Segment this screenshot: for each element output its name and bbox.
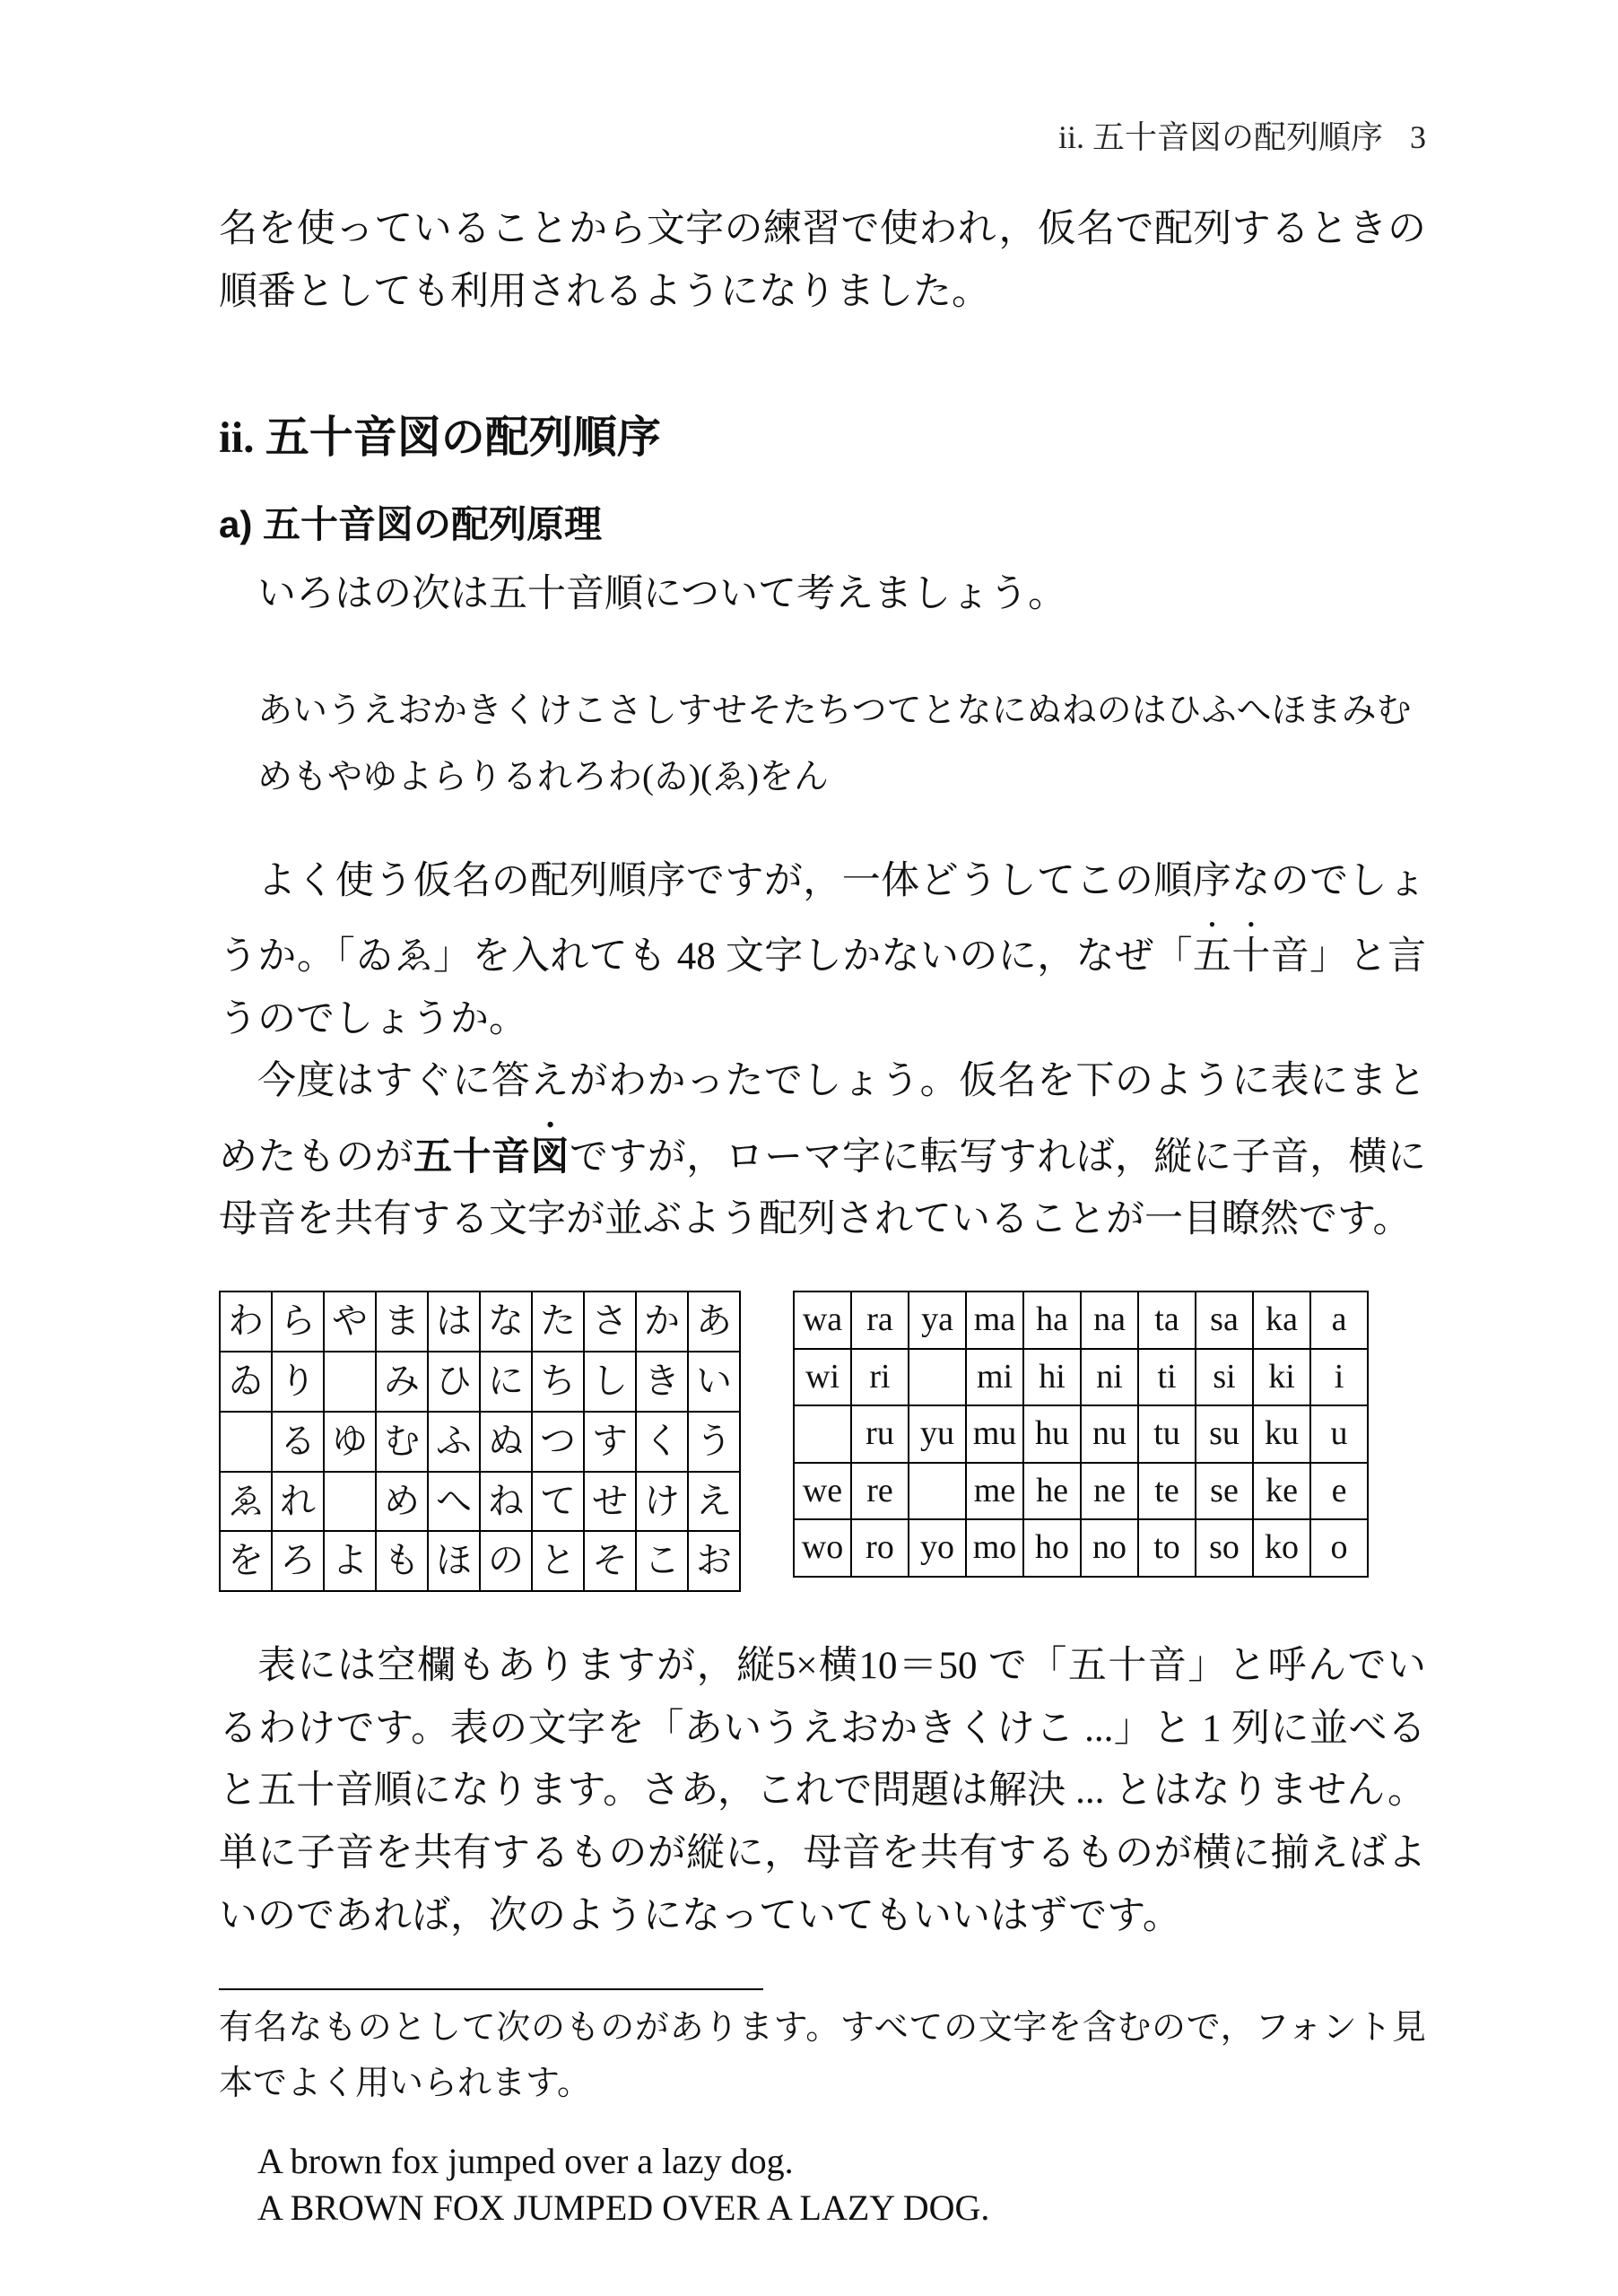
table-cell: ゆ: [324, 1412, 376, 1472]
table-cell: ね: [480, 1472, 532, 1532]
table-cell: け: [636, 1472, 688, 1532]
table-cell: si: [1196, 1349, 1253, 1406]
table-row: [794, 1349, 1368, 1406]
table-cell: こ: [636, 1531, 688, 1591]
table-cell: か: [636, 1292, 688, 1352]
table-cell: [324, 1352, 376, 1412]
table-cell: ki: [1253, 1349, 1310, 1406]
romaji-table: [793, 1291, 1369, 1578]
table-cell: る: [272, 1412, 324, 1472]
emphasized-text: 五十: [1192, 935, 1271, 978]
table-cell: ゑ: [220, 1472, 272, 1532]
table-cell: e: [1310, 1463, 1368, 1520]
table-cell: つ: [532, 1412, 584, 1472]
paragraph-explanation: 表には空欄もありますが，縦5×横10＝50 で「五十音」と呼んでいるわけです。表の文字を「あいうえおかきくけこ ...」と 1 列に並べると五十音順になります。さあ，これで問題は解決 ... とはなりません。単に子音を共有するものが縦に，母音を共有するものが横に揃えばよいのであれば，次のようになっていてもいいはずです。: [219, 1645, 1426, 1937]
table-cell: se: [1196, 1463, 1253, 1520]
table-cell: no: [1081, 1519, 1138, 1577]
table-cell: ろ: [272, 1531, 324, 1591]
table-row: [220, 1352, 740, 1412]
table-cell: お: [688, 1531, 740, 1591]
table-cell: い: [688, 1352, 740, 1412]
table-cell: そ: [584, 1531, 636, 1591]
table-cell: mu: [966, 1405, 1023, 1463]
table-cell: ne: [1081, 1463, 1138, 1520]
bold-term: 五十音: [413, 1135, 531, 1178]
table-cell: う: [688, 1412, 740, 1472]
table-cell: す: [584, 1412, 636, 1472]
paragraph-answer: [219, 1050, 1426, 1251]
table-cell: so: [1196, 1519, 1253, 1577]
table-cell: wo: [794, 1519, 851, 1577]
table-cell: ro: [851, 1519, 909, 1577]
table-cell: ひ: [428, 1352, 480, 1412]
table-cell: た: [532, 1292, 584, 1352]
table-cell: [909, 1349, 966, 1406]
table-cell: ya: [909, 1292, 966, 1349]
paragraph-question: [219, 850, 1426, 1050]
table-cell: あ: [688, 1292, 740, 1352]
table-cell: ha: [1023, 1292, 1081, 1349]
table-cell: ka: [1253, 1292, 1310, 1349]
table-cell: [220, 1412, 272, 1472]
pangram-line: A brown fox jumped over a lazy dog.: [257, 2141, 794, 2182]
table-cell: ふ: [428, 1412, 480, 1472]
table-cell: ni: [1081, 1349, 1138, 1406]
table-cell: nu: [1081, 1405, 1138, 1463]
kana-sequence: あいうえおかきくけこさしすせそたちつてとなにぬねのはひふへほまみむめもやゆよらりるれろわ(ゐ)(ゑ)をん: [257, 691, 1412, 797]
table-cell: せ: [584, 1472, 636, 1532]
table-cell: み: [376, 1352, 428, 1412]
table-row: [220, 1472, 740, 1532]
table-cell: wi: [794, 1349, 851, 1406]
text-run: よく使う仮名の配列順序ですが，一体どうしてこの順序なのでしょうか。「ゐゑ」を入れても 48 文字しかないのに，なぜ「: [219, 860, 1426, 978]
table-cell: yu: [909, 1405, 966, 1463]
table-cell: め: [376, 1472, 428, 1532]
running-head: ii. 五十音図の配列順序: [1057, 119, 1383, 155]
table-cell: su: [1196, 1405, 1253, 1463]
footnote-text: 有名なものとして次のものがあります。すべての文字を含むので，フォント見本でよく用いられます。: [219, 2009, 1426, 2102]
table-cell: [909, 1463, 966, 1520]
table-cell: へ: [428, 1472, 480, 1532]
table-cell: と: [532, 1531, 584, 1591]
table-cell: に: [480, 1352, 532, 1412]
text-run: 音」と言うのでしょうか。: [219, 935, 1427, 1040]
section-heading: ii. 五十音図の配列順序: [219, 412, 661, 462]
pangram-examples: [219, 2138, 1426, 2231]
bold-term-emphasized: 図: [530, 1135, 570, 1178]
table-cell: き: [636, 1352, 688, 1412]
table-cell: wa: [794, 1292, 851, 1349]
table-cell: ke: [1253, 1463, 1310, 1520]
table-cell: は: [428, 1292, 480, 1352]
table-cell: [794, 1405, 851, 1463]
table-cell: he: [1023, 1463, 1081, 1520]
table-cell: sa: [1196, 1292, 1253, 1349]
table-cell: [324, 1472, 376, 1532]
table-cell: yo: [909, 1519, 966, 1577]
table-cell: te: [1138, 1463, 1196, 1520]
table-cell: ら: [272, 1292, 324, 1352]
pangram-line: A BROWN FOX JUMPED OVER A LAZY DOG.: [257, 2187, 990, 2229]
table-cell: a: [1310, 1292, 1368, 1349]
table-row: [794, 1463, 1368, 1520]
table-cell: さ: [584, 1292, 636, 1352]
table-cell: tu: [1138, 1405, 1196, 1463]
table-cell: ti: [1138, 1349, 1196, 1406]
table-cell: mo: [966, 1519, 1023, 1577]
table-cell: hu: [1023, 1405, 1081, 1463]
table-row: [220, 1412, 740, 1472]
table-cell: o: [1310, 1519, 1368, 1577]
table-cell: re: [851, 1463, 909, 1520]
table-cell: ち: [532, 1352, 584, 1412]
table-row: [794, 1405, 1368, 1463]
table-cell: na: [1081, 1292, 1138, 1349]
table-row: [220, 1531, 740, 1591]
table-cell: ri: [851, 1349, 909, 1406]
lead-paragraph: いろはの次は五十音順について考えましょう。: [257, 573, 1067, 616]
kana-table: [219, 1291, 741, 1592]
table-cell: な: [480, 1292, 532, 1352]
gojuon-tables: [219, 1291, 1426, 1592]
text-run: 今度はすぐに答えがわかったでしょう。仮名を下のように表にまとめたものが: [219, 1060, 1426, 1178]
table-cell: ma: [966, 1292, 1023, 1349]
table-cell: ru: [851, 1405, 909, 1463]
table-cell: ま: [376, 1292, 428, 1352]
table-cell: や: [324, 1292, 376, 1352]
table-cell: i: [1310, 1349, 1368, 1406]
table-cell: mi: [966, 1349, 1023, 1406]
table-cell: to: [1138, 1519, 1196, 1577]
table-cell: て: [532, 1472, 584, 1532]
page-number: 3: [1410, 119, 1426, 155]
table-row: [794, 1292, 1368, 1349]
table-row: [220, 1292, 740, 1352]
table-cell: り: [272, 1352, 324, 1412]
table-cell: ゐ: [220, 1352, 272, 1412]
subsection-heading: a) 五十音図の配列原理: [219, 502, 603, 545]
table-cell: れ: [272, 1472, 324, 1532]
table-cell: ほ: [428, 1531, 480, 1591]
table-cell: え: [688, 1472, 740, 1532]
table-cell: く: [636, 1412, 688, 1472]
table-cell: hi: [1023, 1349, 1081, 1406]
table-cell: わ: [220, 1292, 272, 1352]
table-cell: ra: [851, 1292, 909, 1349]
footnote-rule: [219, 1988, 763, 1990]
table-cell: を: [220, 1531, 272, 1591]
table-cell: u: [1310, 1405, 1368, 1463]
table-cell: ぬ: [480, 1412, 532, 1472]
text-run: ですが，ローマ字に転写すれば，縦に子音，横に母音を共有する文字が並ぶよう配列されていることが一目瞭然です。: [219, 1135, 1427, 1241]
table-cell: ko: [1253, 1519, 1310, 1577]
table-cell: の: [480, 1531, 532, 1591]
table-cell: ta: [1138, 1292, 1196, 1349]
table-cell: me: [966, 1463, 1023, 1520]
paragraph-continuation: 名を使っていることから文字の練習で使われ，仮名で配列するときの順番としても利用されるようになりました。: [219, 208, 1426, 313]
page-header: [219, 118, 1426, 157]
table-cell: ku: [1253, 1405, 1310, 1463]
table-cell: we: [794, 1463, 851, 1520]
table-row: [794, 1519, 1368, 1577]
table-cell: よ: [324, 1531, 376, 1591]
table-cell: も: [376, 1531, 428, 1591]
table-cell: む: [376, 1412, 428, 1472]
table-cell: し: [584, 1352, 636, 1412]
table-cell: ho: [1023, 1519, 1081, 1577]
